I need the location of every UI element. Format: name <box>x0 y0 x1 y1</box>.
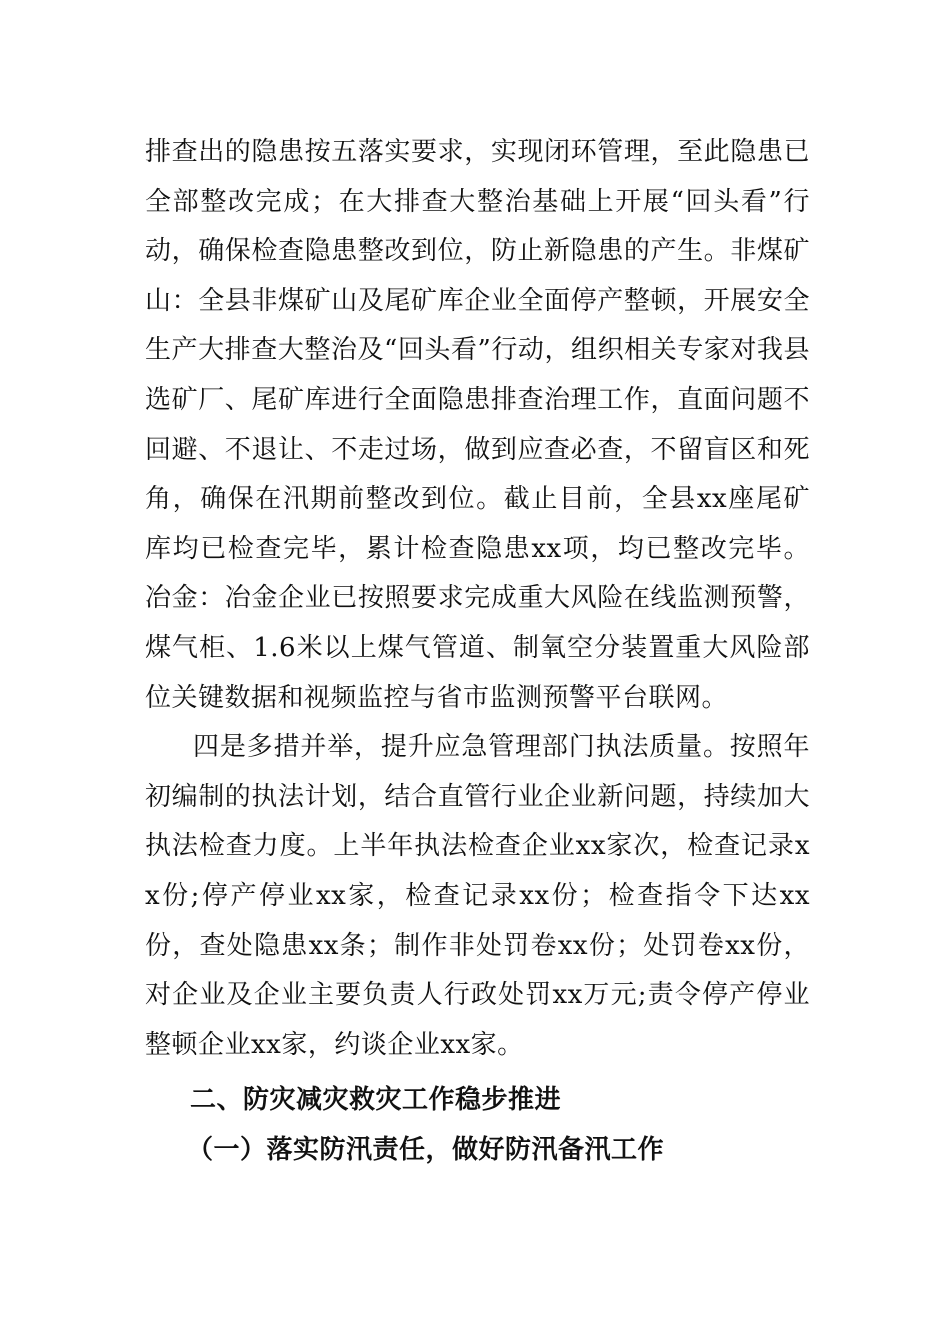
section-heading: 二、防灾减灾救灾工作稳步推进 <box>190 1085 562 1115</box>
paragraph-continued: 排查出的隐患按五落实要求，实现闭环管理，至此隐患已全部整改完成；在大排查大整治基础上开展“回头看”行动，确保检查隐患整改到位，防止新隐患的产生。非煤矿山：全县非煤矿山及尾矿库企业全面停产整顿，开展安全生产大排查大整治及“回头看”行动，组织相关专家对我县选矿厂、尾矿库进行全面隐患排查治理工作，直面问题不回避、不退让、不走过场，做到应查必查，不留盲区和死角，确保在汛期前整改到位。截止目前，全县xx座尾矿库均已检查完毕，累计检查隐患xx项，均已整改完毕。冶金：冶金企业已按照要求完成重大风险在线监测预警，煤气柜、1.6米以上煤气管道、制氧空分装置重大风险部位关键数据和视频监控与省市监测预警平台联网。 <box>145 137 810 713</box>
paragraph-enforcement: 四是多措并举，提升应急管理部门执法质量。按照年初编制的执法计划，结合直管行业企业新问题，持续加大执法检查力度。上半年执法检查企业xx家次，检查记录xx份;停产停业xx家，检查记录xx份；检查指令下达xx份，查处隐患xx条；制作非处罚卷xx份；处罚卷xx份，对企业及企业主要负责人行政处罚xx万元;责令停产停业整顿企业xx家，约谈企业xx家。 <box>145 732 810 1060</box>
subsection-heading: （一）落实防汛责任，做好防汛备汛工作 <box>187 1135 665 1165</box>
body-text <box>145 128 810 1070</box>
